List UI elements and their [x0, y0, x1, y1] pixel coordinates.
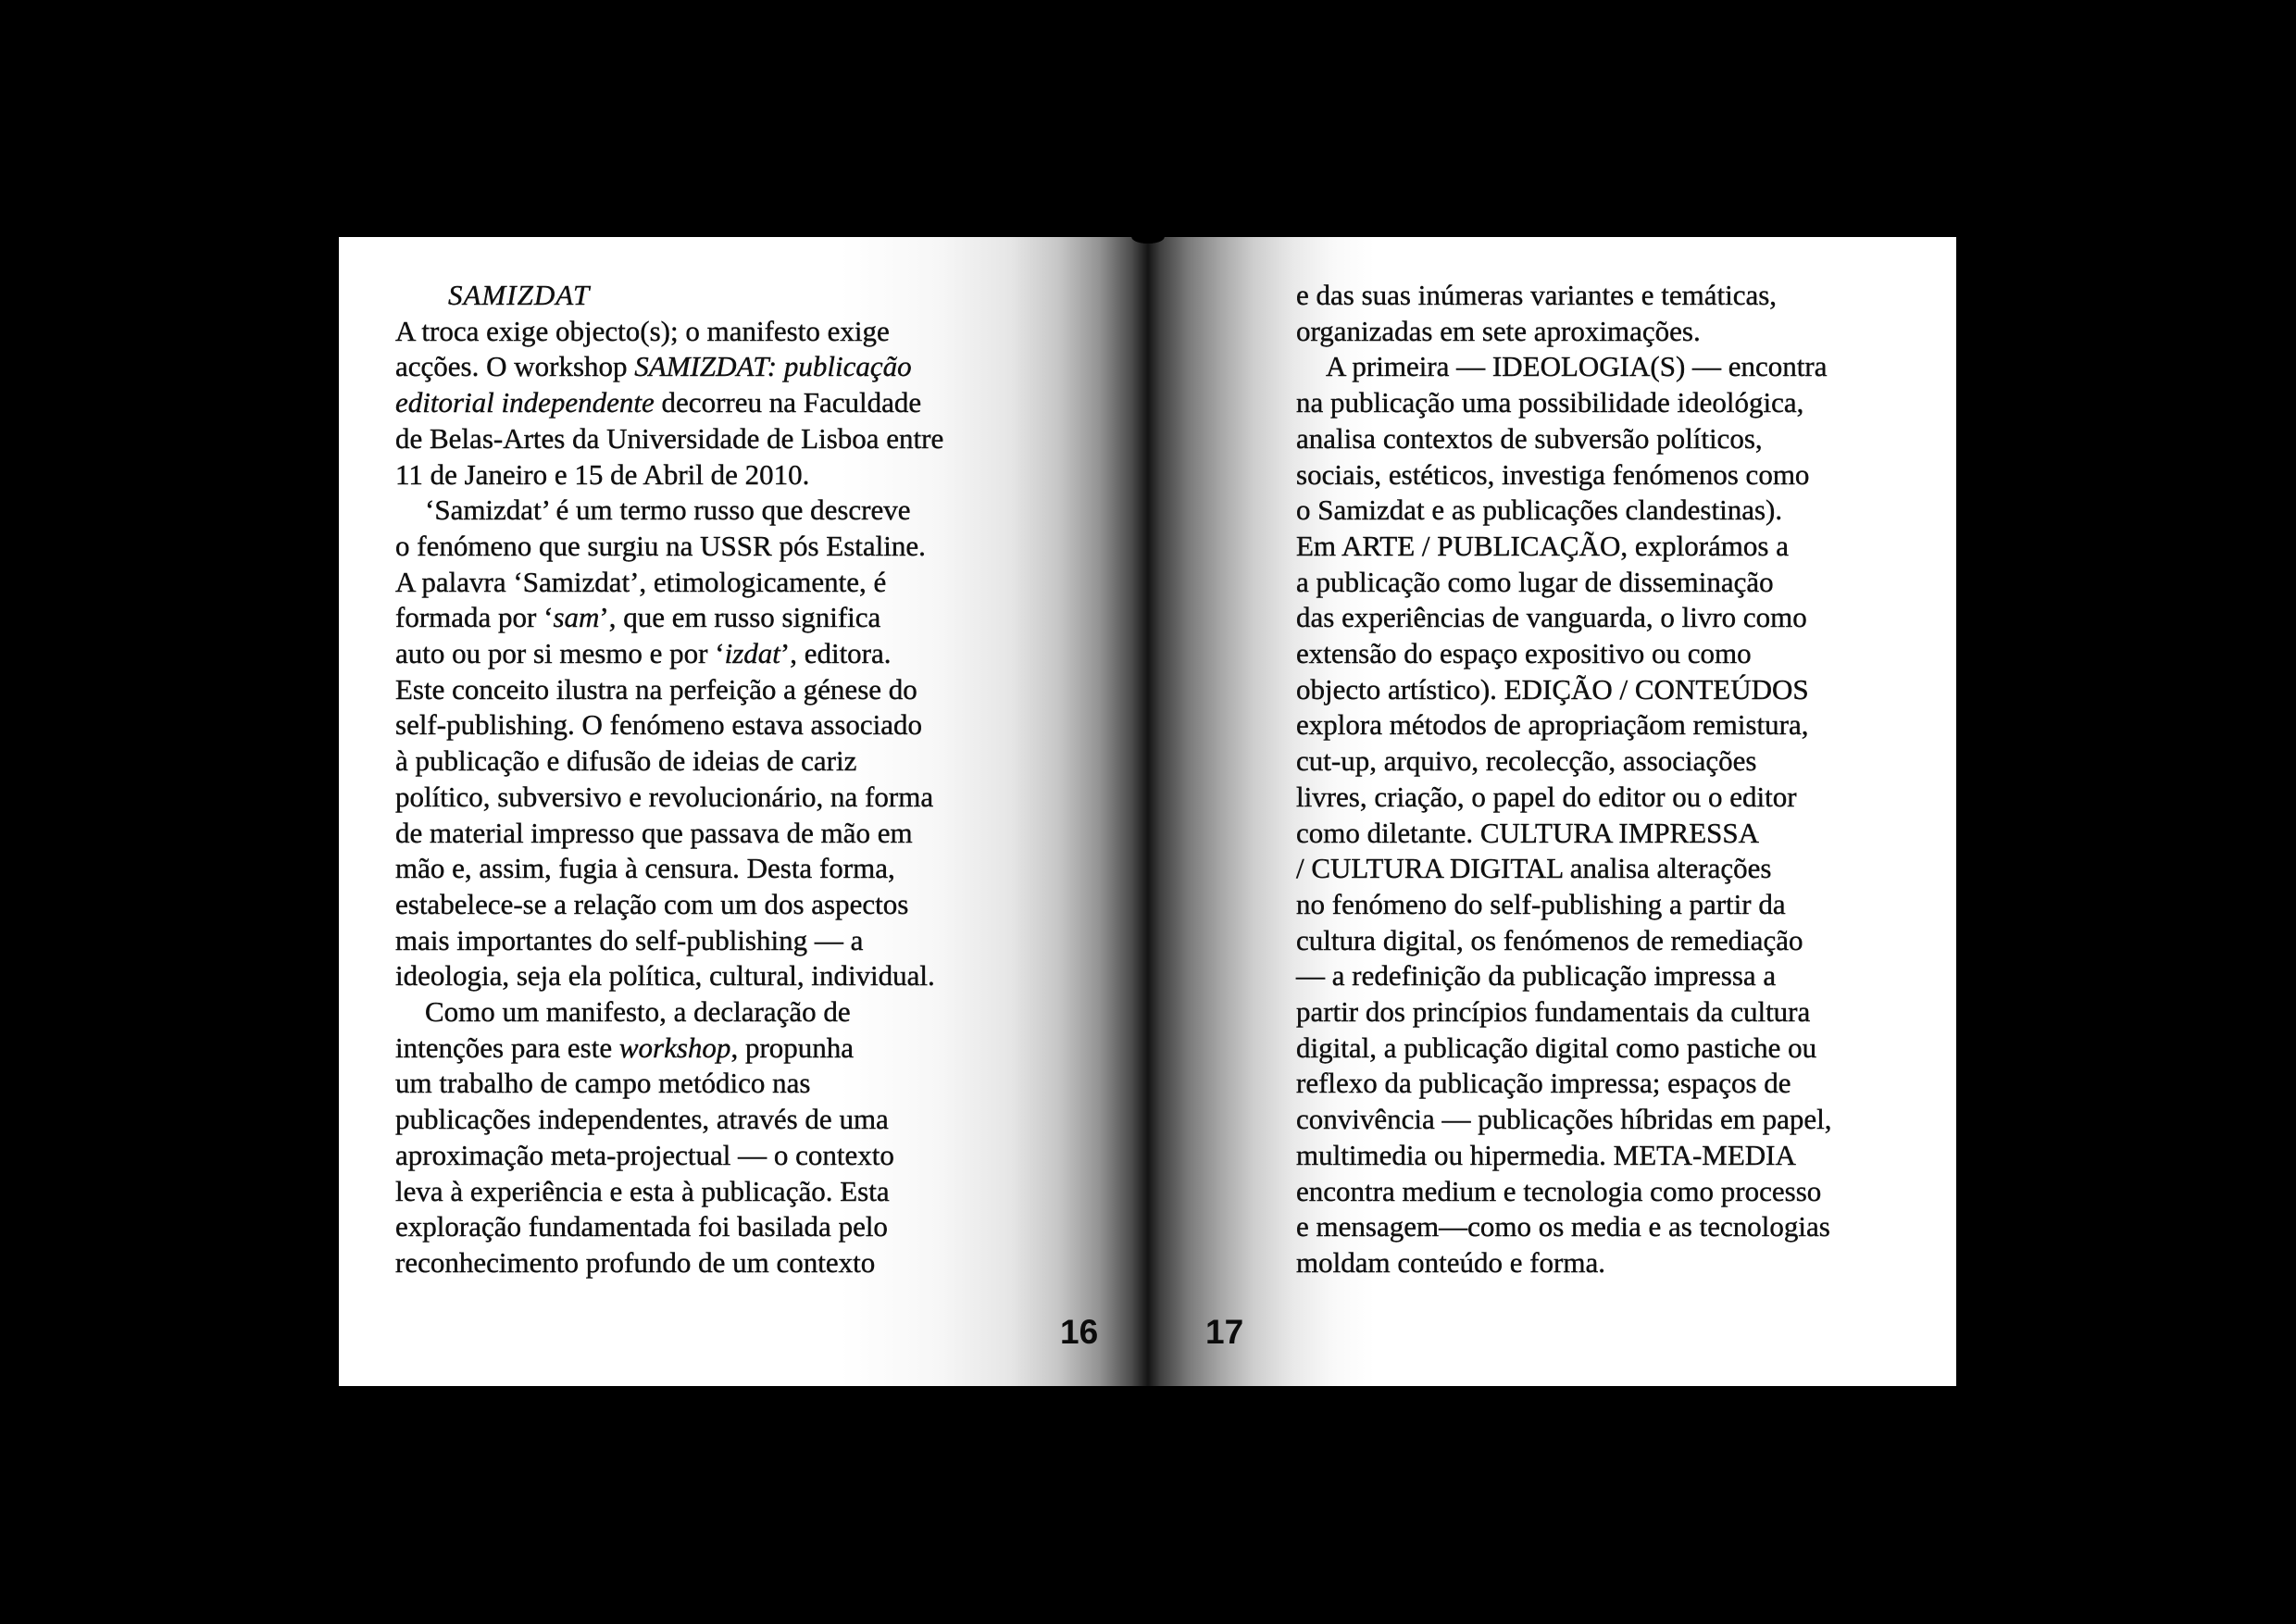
text-line: de Belas-Artes da Universidade de Lisboa entre	[395, 421, 944, 455]
page-right-body	[1296, 278, 1831, 1281]
text-line: exploração fundamentada foi basilada pelo	[395, 1210, 888, 1243]
page-right	[1148, 237, 1956, 1386]
text-line: o Samizdat e as publicações clandestinas).	[1296, 493, 1783, 527]
text-line: auto ou por si mesmo e por ‘izdat’, editora.	[395, 637, 892, 670]
book-spread	[339, 237, 1956, 1386]
text-line: formada por ‘sam’, que em russo significa	[395, 601, 881, 634]
page-number-right: 17	[1205, 1313, 1244, 1351]
text-line: sociais, estéticos, investiga fenómenos como	[1296, 457, 1810, 491]
text-line: extensão do espaço expositivo ou como	[1296, 637, 1752, 670]
italic-segment: SAMIZDAT: publicação	[634, 350, 912, 383]
text-line: multimedia ou hipermedia. META-MEDIA	[1296, 1138, 1796, 1171]
text-line: digital, a publicação digital como pastiche ou	[1296, 1031, 1817, 1064]
italic-segment: workshop	[618, 1031, 731, 1064]
text-line: objecto artístico). EDIÇÃO / CONTEÚDOS	[1296, 672, 1809, 706]
text-line: encontra medium e tecnologia como processo	[1296, 1174, 1822, 1207]
text-line: moldam conteúdo e forma.	[1296, 1245, 1606, 1279]
text-line: cultura digital, os fenómenos de remediação	[1296, 923, 1803, 956]
text-line: ideologia, seja ela política, cultural, individual.	[395, 959, 935, 993]
text-line: à publicação e difusão de ideias de cariz	[395, 744, 857, 778]
text-line: o fenómeno que surgiu na USSR pós Estaline.	[395, 529, 926, 562]
text-line: partir dos princípios fundamentais da cultura	[1296, 995, 1811, 1029]
text-line: e mensagem—como os media e as tecnologias	[1296, 1210, 1830, 1243]
page-left-body	[395, 314, 943, 1281]
text-line: um trabalho de campo metódico nas	[395, 1067, 811, 1100]
text-line: publicações independentes, através de uma	[395, 1103, 889, 1136]
text-line: explora métodos de apropriaçãom remistura,	[1296, 708, 1809, 742]
text-line: 11 de Janeiro e 15 de Abril de 2010.	[395, 457, 810, 491]
text-line: como diletante. CULTURA IMPRESSA	[1296, 816, 1760, 849]
text-line: político, subversivo e revolucionário, na forma	[395, 780, 934, 813]
text-line: acções. O workshop SAMIZDAT: publicação	[395, 350, 912, 383]
text-line: e das suas inúmeras variantes e temáticas,	[1296, 279, 1778, 311]
text-line: no fenómeno do self-publishing a partir da	[1296, 887, 1786, 920]
text-line: A palavra ‘Samizdat’, etimologicamente, é	[395, 565, 887, 598]
text-line: Como um manifesto, a declaração de	[425, 995, 851, 1029]
text-line: leva à experiência e esta à publicação. Esta	[395, 1174, 890, 1207]
text-line: reflexo da publicação impressa; espaços de	[1296, 1067, 1791, 1100]
page-number-left: 16	[1060, 1313, 1099, 1351]
page-left-text-column	[395, 278, 943, 1281]
page-title: SAMIZDAT	[448, 279, 591, 311]
spine-shadow-top	[1120, 237, 1176, 248]
text-line: A primeira — IDEOLOGIA(S) — encontra	[1326, 350, 1828, 383]
text-line: A troca exige objecto(s); o manifesto exige	[395, 314, 890, 347]
text-line: ‘Samizdat’ é um termo russo que descreve	[425, 493, 911, 527]
text-line: / CULTURA DIGITAL analisa alterações	[1296, 852, 1772, 885]
text-line: — a redefinição da publicação impressa a	[1296, 959, 1777, 993]
text-line: convivência — publicações híbridas em papel,	[1296, 1103, 1832, 1136]
text-line: cut-up, arquivo, recolecção, associações	[1296, 744, 1757, 778]
text-line: organizadas em sete aproximações.	[1296, 314, 1701, 347]
text-line: editorial independente decorreu na Faculdade	[395, 386, 922, 419]
text-line: aproximação meta-projectual — o contexto	[395, 1138, 894, 1171]
text-line: de material impresso que passava de mão em	[395, 816, 913, 849]
italic-segment: editorial independente	[395, 386, 655, 419]
text-line: Este conceito ilustra na perfeição a génese do	[395, 672, 917, 706]
text-line: das experiências de vanguarda, o livro como	[1296, 601, 1807, 634]
text-line: analisa contextos de subversão políticos,	[1296, 421, 1763, 455]
text-line: self-publishing. O fenómeno estava associado	[395, 708, 923, 742]
text-line: Em ARTE / PUBLICAÇÃO, explorámos a	[1296, 529, 1789, 562]
text-line: reconhecimento profundo de um contexto	[395, 1245, 876, 1279]
page-left	[339, 237, 1148, 1386]
text-line: estabelece-se a relação com um dos aspectos	[395, 887, 909, 920]
text-line: mais importantes do self-publishing — a	[395, 923, 864, 956]
text-line: na publicação uma possibilidade ideológica,	[1296, 386, 1804, 419]
italic-segment: izdat	[724, 637, 780, 670]
italic-segment: sam	[553, 601, 600, 634]
text-line: intenções para este workshop, propunha	[395, 1031, 855, 1064]
text-line: a publicação como lugar de disseminação	[1296, 565, 1774, 598]
page-right-text-column	[1296, 278, 1831, 1281]
text-line: mão e, assim, fugia à censura. Desta forma,	[395, 852, 895, 885]
text-line: livres, criação, o papel do editor ou o editor	[1296, 780, 1797, 813]
